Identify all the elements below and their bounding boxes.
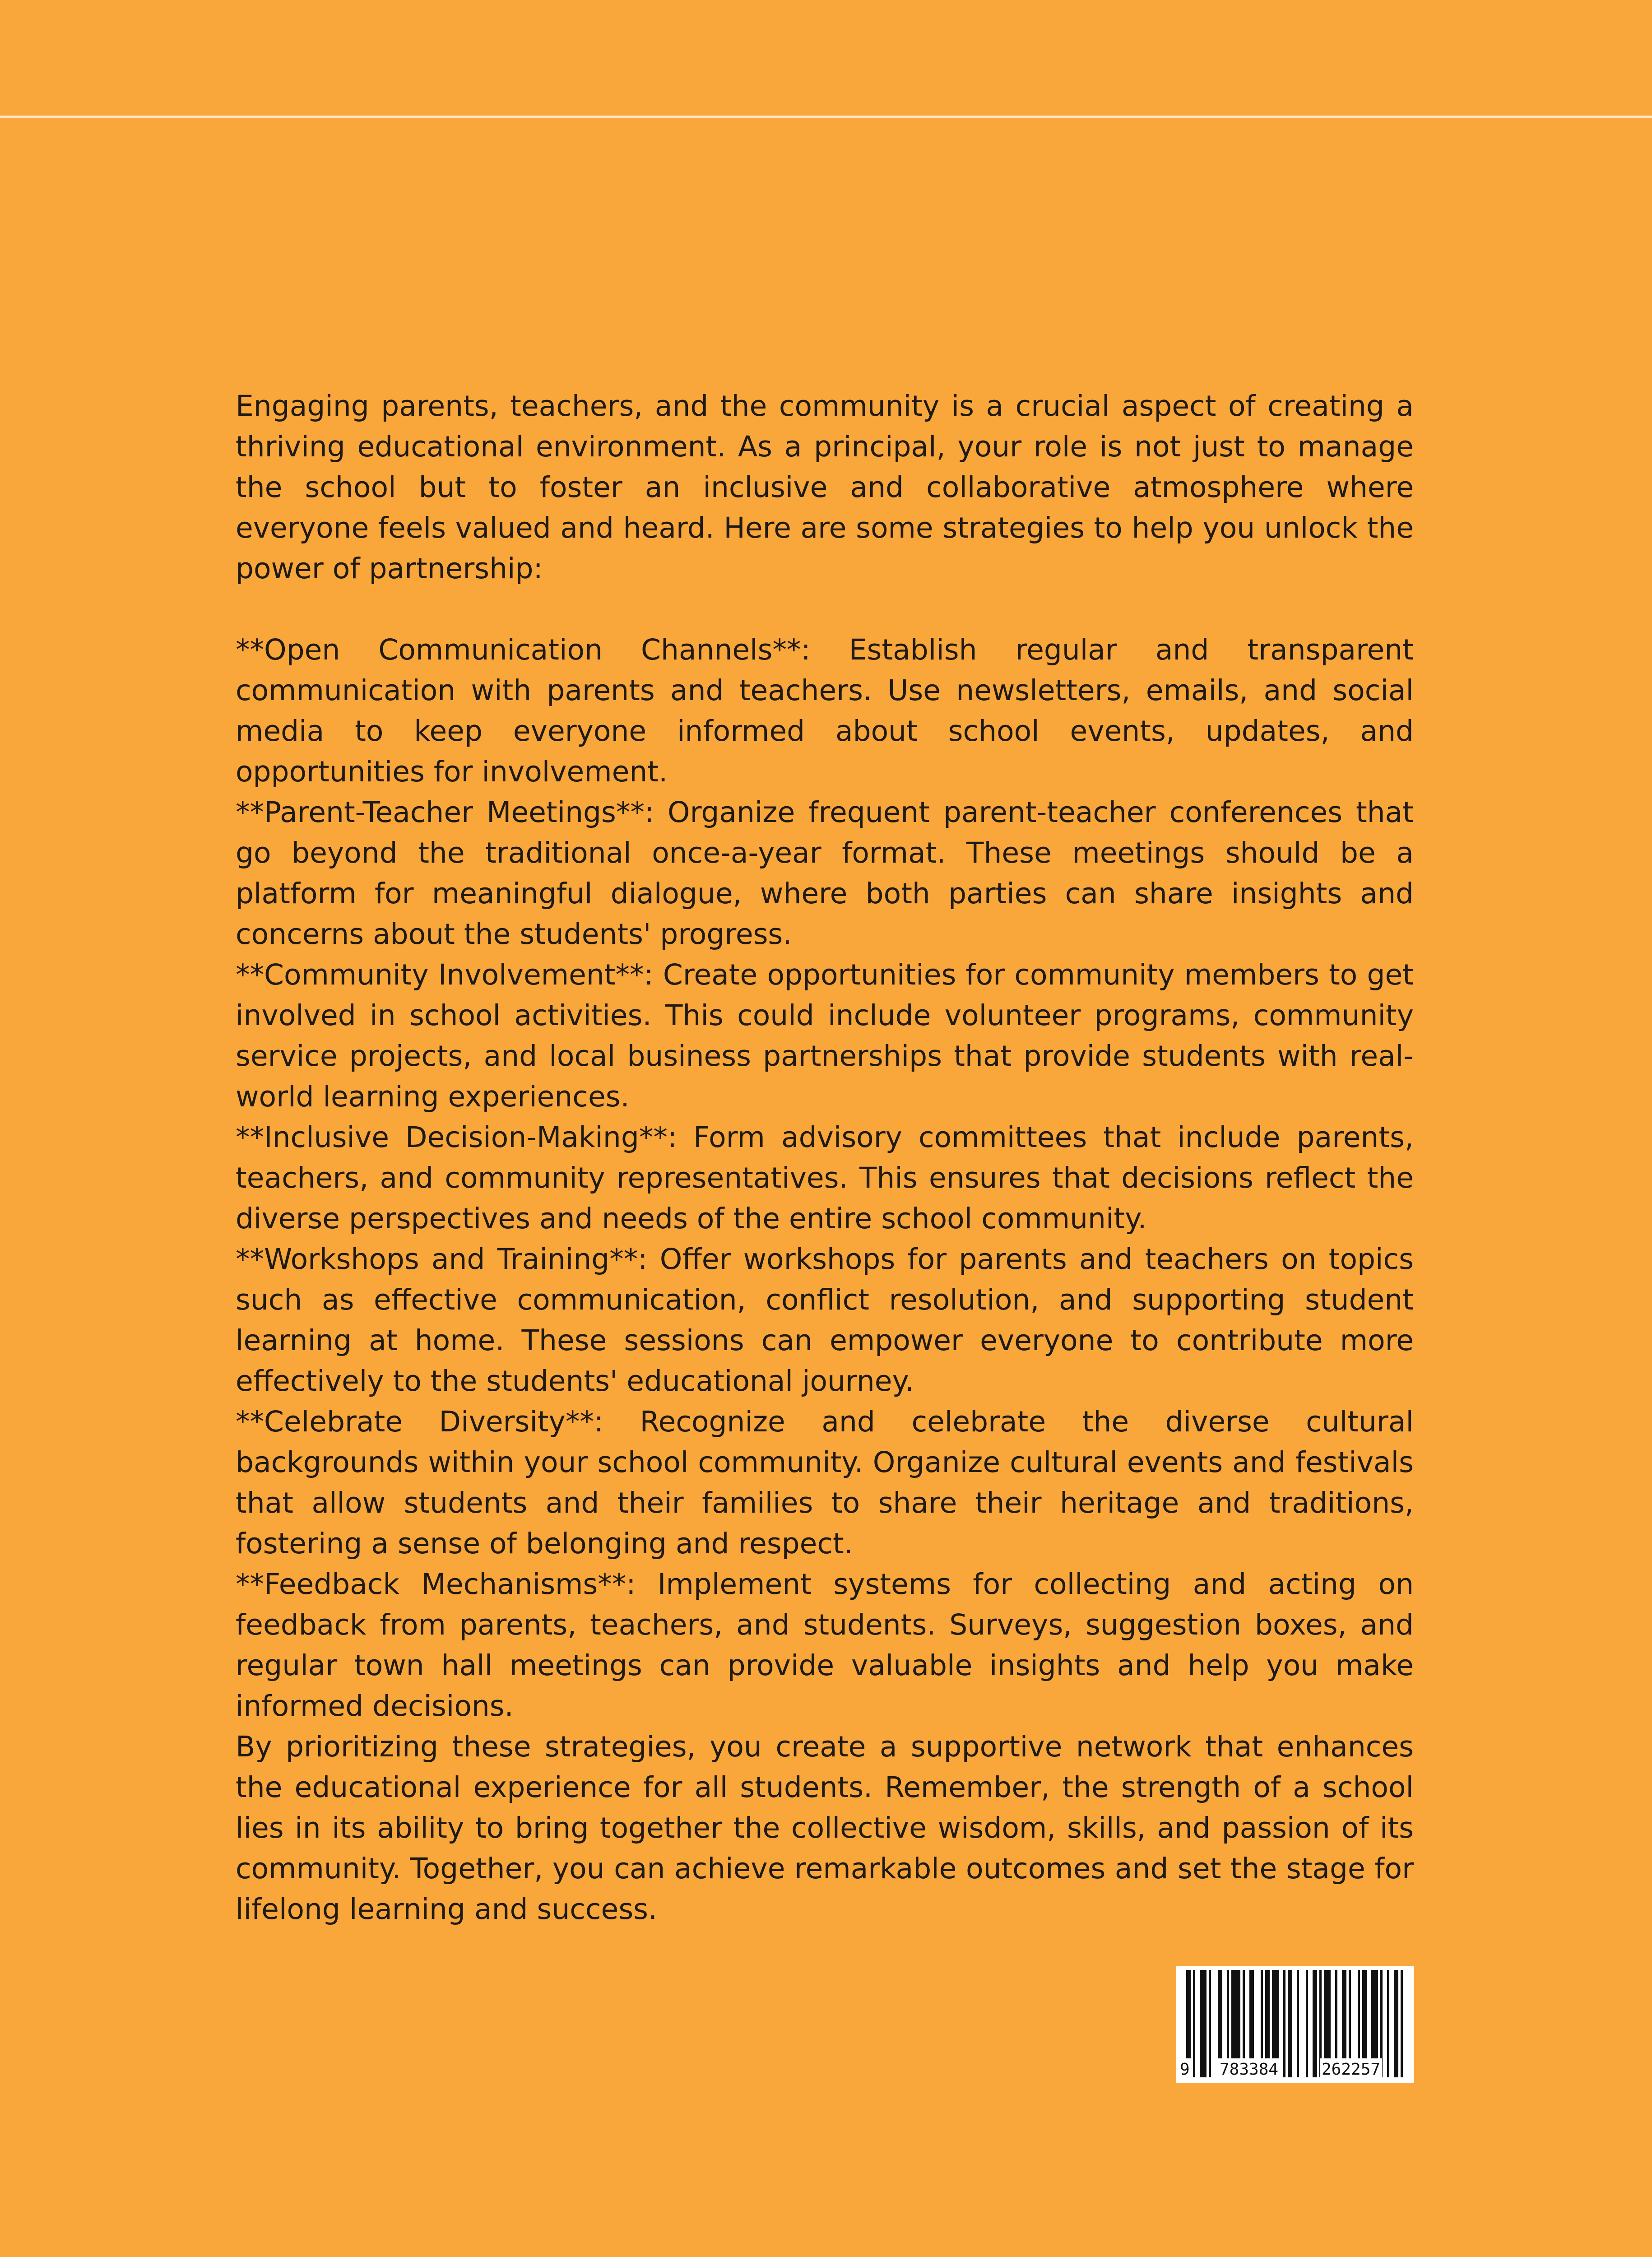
strategy-community-involvement: **Community Involvement**: Create opportunities for community members to get involved in school activities. This could include volunteer programs, community service projects, and local business partnerships that provide students with real-world learning experiences.: [236, 958, 1414, 1113]
strategy-parent-teacher-meetings: **Parent-Teacher Meetings**: Organize frequent parent-teacher conferences that go beyond the traditional once-a-year format. These meetings should be a platform for meaningful dialogue, where both parties can share insights and concerns about the students' progress.: [236, 796, 1414, 951]
barcode-digits: [1176, 2058, 1414, 2081]
top-trim-line: [0, 116, 1652, 118]
barcode-first-digit: 9: [1178, 2058, 1192, 2081]
barcode-left-group: 783384: [1218, 2058, 1280, 2081]
intro-paragraph: Engaging parents, teachers, and the community is a crucial aspect of creating a thriving educational environment. As a principal, your role is not just to manage the school but to foster an inclusive and collaborative atmosphere where everyone feels valued and heard. Here are some strategies to help you unlock the power of partnership:: [236, 390, 1414, 585]
conclusion-paragraph: By prioritizing these strategies, you create a supportive network that enhances the educational experience for all students. Remember, the strength of a school lies in its ability to bring together the collective wisdom, skills, and passion of its community. Together, you can achieve remarkable outcomes and set the stage for lifelong learning and success.: [236, 1730, 1414, 1926]
blurb-text: [236, 386, 1414, 1930]
strategy-open-communication: **Open Communication Channels**: Establish regular and transparent communication with parents and teachers. Use newsletters, emails, and social media to keep everyone informed about school events, updates, and opportunities for involvement.: [236, 633, 1414, 788]
isbn-barcode: [1176, 1966, 1414, 2083]
strategy-celebrate-diversity: **Celebrate Diversity**: Recognize and celebrate the diverse cultural backgrounds within your school community. Organize cultural events and festivals that allow students and their families to share their heritage and traditions, fostering a sense of belonging and respect.: [236, 1405, 1414, 1560]
strategy-feedback-mechanisms: **Feedback Mechanisms**: Implement systems for collecting and acting on feedback from parents, teachers, and students. Surveys, suggestion boxes, and regular town hall meetings can provide valuable insights and help you make informed decisions.: [236, 1568, 1414, 1723]
strategy-inclusive-decision-making: **Inclusive Decision-Making**: Form advisory committees that include parents, teachers, and community representatives. This ensures that decisions reflect the diverse perspectives and needs of the entire school community.: [236, 1121, 1414, 1235]
barcode-right-group: 262257: [1320, 2058, 1382, 2081]
strategy-workshops-training: **Workshops and Training**: Offer workshops for parents and teachers on topics such as effective communication, conflict resolution, and supporting student learning at home. These sessions can empower everyone to contribute more effectively to the students' educational journey.: [236, 1243, 1414, 1398]
